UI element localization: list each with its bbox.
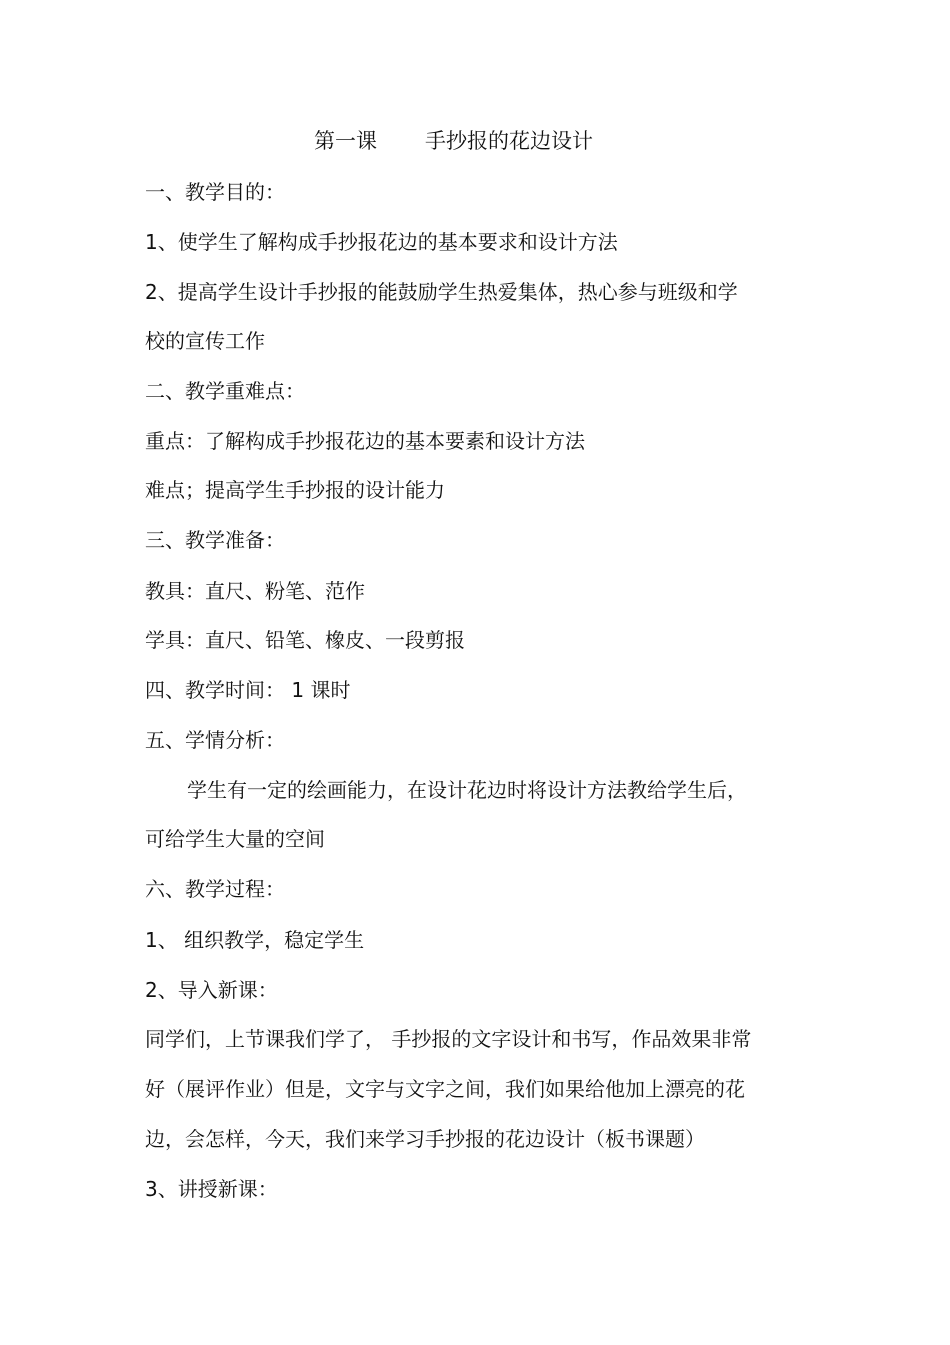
intro-paragraph-line-2: 好（展评作业）但是，文字与文字之间，我们如果给他加上漂亮的花: [145, 1077, 745, 1101]
objective-line-2-cont: 校的宣传工作: [145, 329, 265, 353]
process-step-3: 3、讲授新课：: [145, 1177, 278, 1201]
analysis-paragraph-line-1: 学生有一定的绘画能力，在设计花边时将设计方法教给学生后，: [187, 778, 747, 802]
section-heading-keypoints: 二、教学重难点：: [145, 379, 305, 403]
title-lesson-number: 第一课: [314, 129, 377, 153]
teacher-tools-line: 教具：直尺、粉笔、范作: [145, 579, 365, 603]
section-heading-objectives: 一、教学目的：: [145, 180, 285, 204]
keypoint-line: 重点：了解构成手抄报花边的基本要素和设计方法: [145, 429, 585, 453]
section-heading-process: 六、教学过程：: [145, 877, 285, 901]
section-heading-analysis: 五、学情分析：: [145, 728, 285, 752]
intro-paragraph-line-3: 边，会怎样，今天，我们来学习手抄报的花边设计（板书课题）: [145, 1127, 705, 1151]
title-lesson-name: 手抄报的花边设计: [425, 129, 593, 153]
objective-line-1: 1、使学生了解构成手抄报花边的基本要求和设计方法: [145, 230, 618, 254]
analysis-paragraph-line-2: 可给学生大量的空间: [145, 827, 325, 851]
difficulty-line: 难点；提高学生手抄报的设计能力: [145, 478, 445, 502]
intro-paragraph-line-1: 同学们，上节课我们学了， 手抄报的文字设计和书写，作品效果非常: [145, 1027, 752, 1051]
section-heading-prep: 三、教学准备：: [145, 528, 285, 552]
objective-line-2: 2、提高学生设计手抄报的能鼓励学生热爱集体，热心参与班级和学: [145, 280, 738, 304]
process-step-1: 1、 组织教学，稳定学生: [145, 928, 365, 952]
process-step-2: 2、导入新课：: [145, 978, 278, 1002]
page-title: [314, 128, 593, 154]
student-tools-line: 学具：直尺、铅笔、橡皮、一段剪报: [145, 628, 465, 652]
section-heading-time: 四、教学时间： 1 课时: [145, 678, 351, 702]
